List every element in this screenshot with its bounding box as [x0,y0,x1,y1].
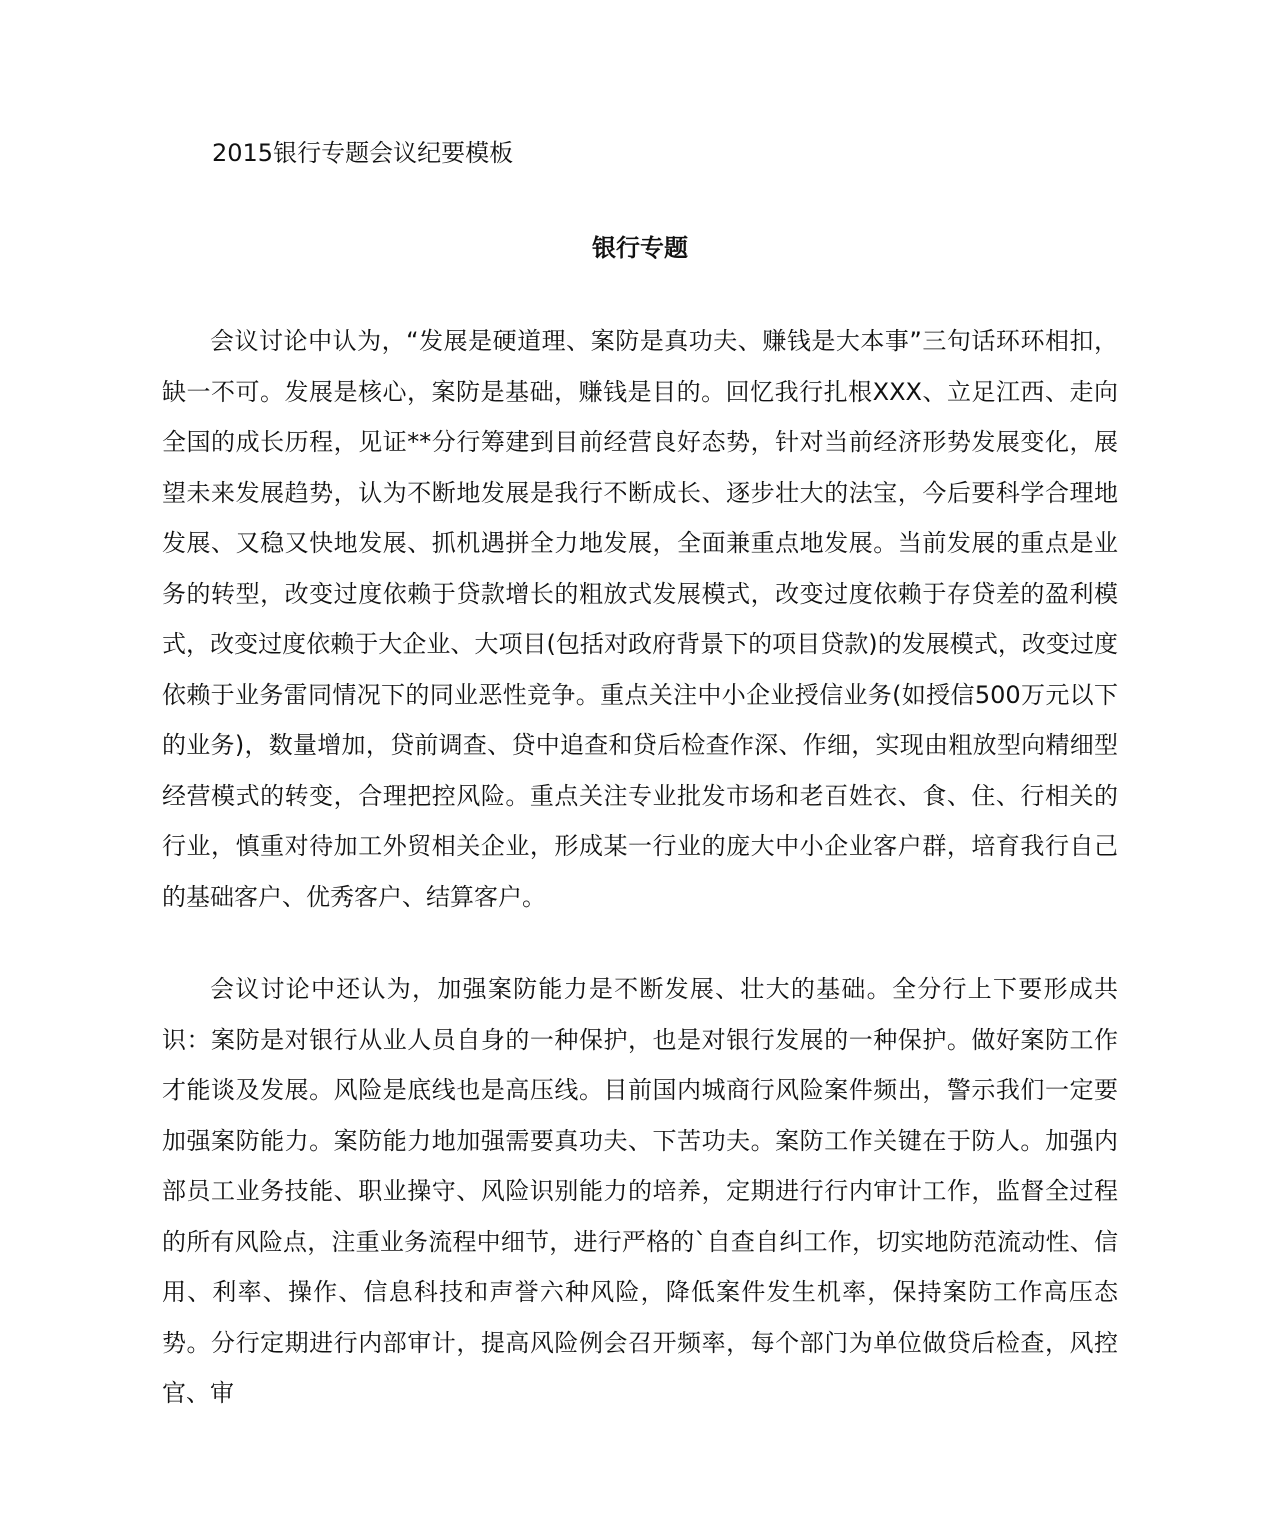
document-title: 2015银行专题会议纪要模板 [212,139,514,167]
section-heading: 银行专题 [592,234,688,262]
body-paragraph: 会议讨论中认为，“发展是硬道理、案防是真功夫、赚钱是大本事”三句话环环相扣，缺一不可。发展是核心，案防是基础，赚钱是目的。回忆我行扎根XXX、立足江西、走向全国的成长历程，见证**分行筹建到目前经营良好态势，针对当前经济形势发展变化，展望未来发展趋势，认为不断地发展是我行不断成长、逐步壮大的法宝，今后要科学合理地发展、又稳又快地发展、抓机遇拼全力地发展，全面兼重点地发展。当前发展的重点是业务的转型，改变过度依赖于贷款增长的粗放式发展模式，改变过度依赖于存贷差的盈利模式，改变过度依赖于大企业、大项目(包括对政府背景下的项目贷款)的发展模式，改变过度依赖于业务雷同情况下的同业恶性竞争。重点关注中小企业授信业务(如授信500万元以下的业务)，数量增加，贷前调查、贷中追查和贷后检查作深、作细，实现由粗放型向精细型经营模式的转变，合理把控风险。重点关注专业批发市场和老百姓衣、食、住、行相关的行业，慎重对待加工外贸相关企业，形成某一行业的庞大中小企业客户群，培育我行自己的基础客户、优秀客户、结算客户。 [162,327,1118,911]
body-paragraph: 会议讨论中还认为，加强案防能力是不断发展、壮大的基础。全分行上下要形成共识：案防是对银行从业人员自身的一种保护，也是对银行发展的一种保护。做好案防工作才能谈及发展。风险是底线也是高压线。目前国内城商行风险案件频出，警示我们一定要加强案防能力。案防能力地加强需要真功夫、下苦功夫。案防工作关键在于防人。加强内部员工业务技能、职业操守、风险识别能力的培养，定期进行行内审计工作，监督全过程的所有风险点，注重业务流程中细节，进行严格的`自查自纠工作，切实地防范流动性、信用、利率、操作、信息科技和声誉六种风险，降低案件发生机率，保持案防工作高压态势。分行定期进行内部审计，提高风险例会召开频率，每个部门为单位做贷后检查，风控官、审 [162,975,1118,1407]
